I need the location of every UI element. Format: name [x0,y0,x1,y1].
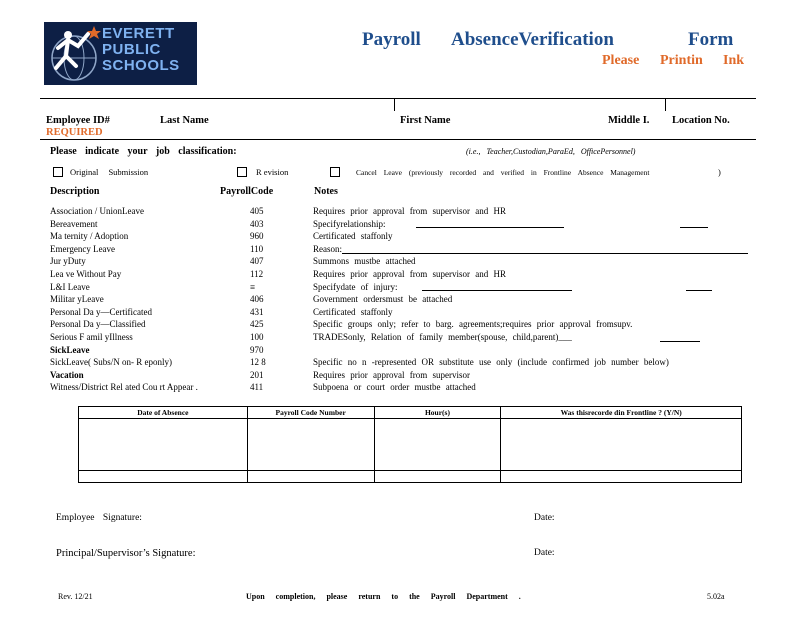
notes-list [313,205,753,394]
title-payroll: Payroll [362,29,421,50]
emergency-reason-field[interactable] [342,253,748,254]
employee-info-divider-1 [394,99,395,111]
note-vacation: Requires prior approval from supervisor [313,369,470,380]
payroll-code-100: 100 [250,331,264,342]
form-number: 5.02a [707,592,725,601]
title-absence-verification: AbsenceVerification [451,29,614,50]
description-column-header: Description [50,186,100,197]
leave-desc-vacation: Vacation [50,369,84,380]
family-relation-field[interactable] [660,341,700,342]
first-name-label: First Name [400,115,451,126]
payroll-code-li: ≡ [250,281,256,292]
payroll-code-cell[interactable] [247,419,374,471]
subtitle-printin: Printin [660,53,703,68]
note-sick-leave [313,344,753,357]
payroll-code-128: 12 8 [250,357,266,368]
logo-line-3: SCHOOLS [102,57,180,74]
job-classification-prompt: Please indicate your job classification: [50,146,237,157]
relationship-field[interactable] [416,227,564,228]
note-without-pay: Requires prior approval from supervisor and HR [313,268,506,279]
frontline-recorded-cell[interactable] [501,471,742,483]
table-row [79,471,742,483]
logo-line-1: EVERETT [102,25,175,42]
original-submission-checkbox[interactable] [53,167,63,177]
payroll-code-406: 406 [250,294,264,305]
note-witness: Subpoena or court order mustbe attached [313,382,476,393]
hours-cell[interactable] [374,471,501,483]
subtitle-please: Please [602,53,640,68]
location-number-label: Location No. [672,115,730,126]
leave-desc-witness: Witness/District Rel ated Cou rt Appear . [50,382,198,393]
revision-checkbox[interactable] [237,167,247,177]
payroll-code-number-header: Payroll Code Number [247,407,374,419]
supervisor-signature-date-label: Date: [534,548,555,558]
leave-desc-military: Militar yLeave [50,294,104,305]
note-military: Government ordersmust be attached [313,294,453,305]
leave-desc-maternity: Ma ternity / Adoption [50,231,129,242]
injury-date-field[interactable] [422,290,572,291]
notes-column-header: Notes [314,186,338,197]
table-row [79,419,742,471]
leave-desc-personal-certificated: Personal Da y—Certificated [50,306,152,317]
leave-desc-li-leave: L&I Leave [50,281,90,292]
required-note: REQUIRED [46,127,103,138]
note-maternity: Certificated staffonly [313,231,393,242]
payroll-code-112: 112 [250,268,264,279]
leave-desc-jury-duty: Jur yDuty [50,256,86,267]
leave-desc-sick-leave: SickLeave [50,344,90,355]
district-logo [44,22,197,85]
payroll-code-cell[interactable] [247,471,374,483]
middle-initial-label: Middle I. [608,115,650,126]
frontline-recorded-header: Was thisrecorde din Frontline ? (Y/N) [501,407,742,419]
payroll-code-column-header: PayrollCode [220,186,274,197]
supervisor-signature-label: Principal/Supervisor’s Signature: [56,548,196,559]
absence-table-header-row [79,407,742,419]
payroll-code-407: 407 [250,256,264,267]
payroll-code-411: 411 [250,382,264,393]
title-form: Form [688,29,734,50]
last-name-label: Last Name [160,115,209,126]
leave-desc-family-illness: Serious F amil yIllness [50,331,133,342]
revision-date: Rev. 12/21 [58,592,93,601]
leave-desc-sick-leave-subs: SickLeave( Subs/N on- R eponly) [50,357,172,368]
note-jury-duty: Summons mustbe attached [313,256,416,267]
payroll-code-list [250,205,270,394]
leave-desc-emergency: Emergency Leave [50,243,116,254]
cancel-leave-close-paren: ) [718,167,721,177]
note-emergency: Reason: [313,243,342,254]
logo-wordmark [102,26,180,74]
payroll-code-431: 431 [250,306,264,317]
payroll-code-110: 110 [250,243,264,254]
subtitle-ink: Ink [723,53,745,68]
revision-label: R evision [256,167,289,177]
note-family-illness: TRADESonly, Relation of family member(spouse, child,parent)___ [313,331,572,342]
cancel-leave-checkbox[interactable] [330,167,340,177]
employee-info-divider-2 [665,99,666,111]
leave-desc-bereavement: Bereavement [50,218,98,229]
cancel-leave-label: Cancel Leave (previously recorded and verified in Frontline Absence Management [356,168,650,177]
job-classification-examples: (i.e., Teacher,Custodian,ParaEd, OfficePersonnel) [466,147,636,156]
employee-info-bottom-rule [40,139,756,140]
note-li-leave: Specifydate of injury: [313,281,398,292]
date-of-absence-header: Date of Absence [79,407,248,419]
return-instructions: Upon completion, please return to the Payroll Department . [246,592,521,601]
logo-line-2: PUBLIC [102,41,161,58]
leave-desc-association: Association / UnionLeave [50,206,144,216]
payroll-code-405: 405 [250,206,264,216]
employee-signature-date-label: Date: [534,513,555,523]
bereavement-extra-field[interactable] [680,227,708,228]
frontline-recorded-cell[interactable] [501,419,742,471]
note-association: Requires prior approval from supervisor and HR [313,206,506,216]
note-bereavement: Specifyrelationship: [313,218,386,229]
payroll-code-970: 970 [250,344,264,355]
hours-header: Hour(s) [374,407,501,419]
payroll-code-403: 403 [250,218,264,229]
employee-info-top-rule [40,98,756,99]
absence-table [78,406,742,483]
leave-description-list [50,205,270,394]
note-personal-certificated: Certificated staffonly [313,306,393,317]
injury-extra-field[interactable] [686,290,712,291]
employee-id-label: Employee ID# [46,115,110,126]
payroll-code-201: 201 [250,369,264,380]
original-submission-label: Original Submission [70,167,149,177]
leave-desc-personal-classified: Personal Da y—Classified [50,319,146,330]
note-personal-classified: Specific groups only; refer to barg. agreements;requires prior approval fromsupv. [313,319,633,330]
hours-cell[interactable] [374,419,501,471]
leave-desc-without-pay: Lea ve Without Pay [50,268,122,279]
payroll-code-425: 425 [250,319,264,330]
note-sick-leave-subs: Specific no n -represented OR substitute use only (include confirmed job number below) [313,357,669,368]
date-of-absence-cell[interactable] [79,471,248,483]
payroll-code-960: 960 [250,231,264,242]
employee-signature-label: Employee Signature: [56,513,142,523]
date-of-absence-cell[interactable] [79,419,248,471]
